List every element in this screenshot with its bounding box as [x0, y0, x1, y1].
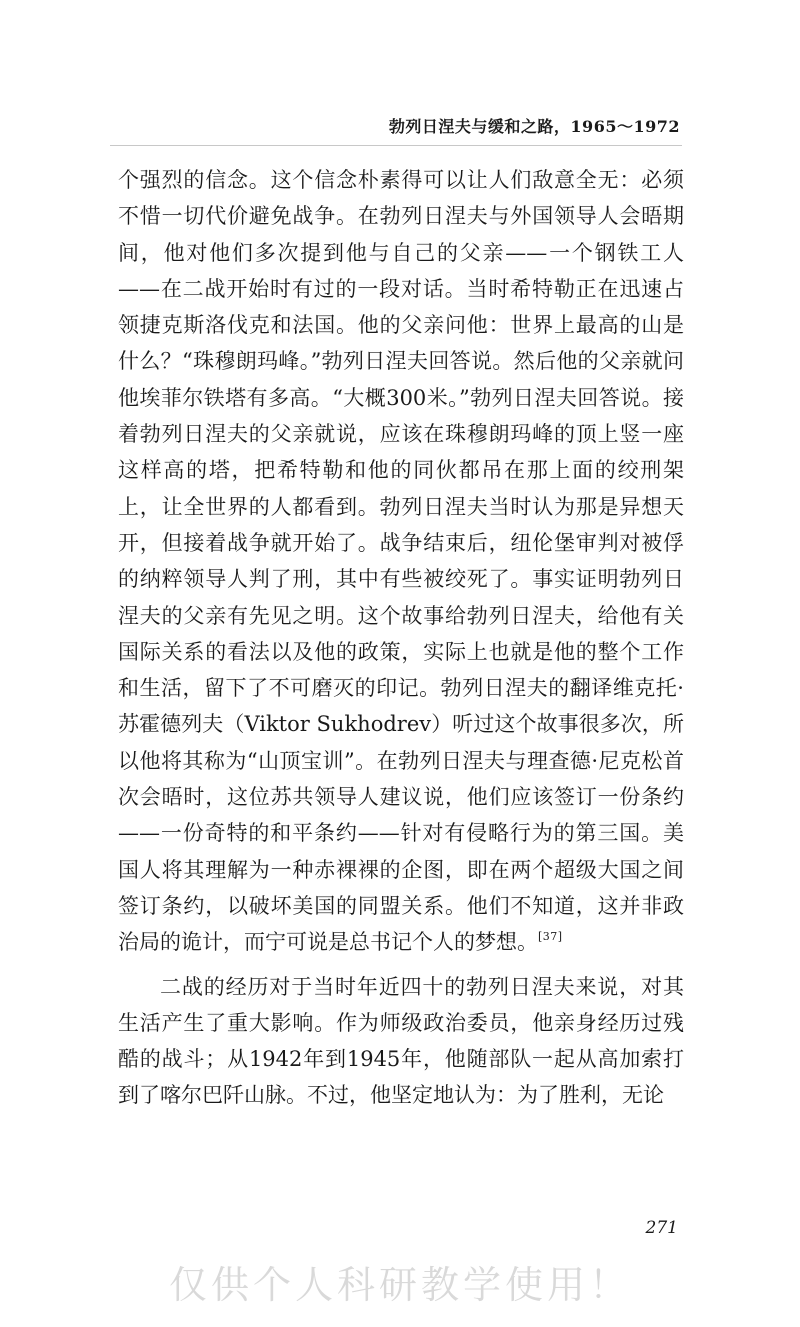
page-number: 271: [645, 1218, 678, 1238]
paragraph-text: 二战的经历对于当时年近四十的勃列日涅夫来说，对其生活产生了重大影响。作为师级政治委员，他亲身经历过残酷的战斗；从1942年到1945年，他随部队一起从高加索打到了喀尔巴阡山脉。不过，他坚定地认为：为了胜利，无论: [118, 974, 684, 1108]
paragraph: [118, 969, 684, 1114]
footnote-reference[interactable]: [37]: [538, 930, 563, 944]
watermark: 仅供个人科研教学使用！: [168, 1263, 631, 1307]
paragraph-text: 个强烈的信念。这个信念朴素得可以让人们敌意全无：必须不惜一切代价避免战争。在勃列日涅夫与外国领导人会晤期间，他对他们多次提到他与自己的父亲——一个钢铁工人——在二战开始时有过的一段对话。当时希特勒正在迅速占领捷克斯洛伐克和法国。他的父亲问他：世界上最高的山是什么？“珠穆朗玛峰。”勃列日涅夫回答说。然后他的父亲就问他埃菲尔铁塔有多高。“大概300米。”勃列日涅夫回答说。接着勃列日涅夫的父亲就说，应该在珠穆朗玛峰的顶上竖一座这样高的塔，把希特勒和他的同伙都吊在那上面的绞刑架上，让全世界的人都看到。勃列日涅夫当时认为那是异想天开，但接着战争就开始了。战争结束后，纽伦堡审判对被俘的纳粹领导人判了刑，其中有些被绞死了。事实证明勃列日涅夫的父亲有先见之明。这个故事给勃列日涅夫，给他有关国际关系的看法以及他的政策，实际上也就是他的整个工作和生活，留下了不可磨灭的印记。勃列日涅夫的翻译维克托·苏霍德列夫（Viktor Sukhodrev）听过这个故事很多次，所以他将其称为“山顶宝训”。在勃列日涅夫与理查德·尼克松首次会晤时，这位苏共领导人建议说，他们应该签订一份条约——一份奇特的和平条约——针对有侵略行为的第三国。美国人将其理解为一种赤裸裸的企图，即在两个超级大国之间签订条约，以破坏美国的同盟关系。他们不知道，这并非政治局的诡计，而宁可说是总书记个人的梦想。: [118, 168, 684, 955]
paragraph: [118, 162, 684, 961]
header-divider: [110, 145, 682, 146]
body-text: [118, 162, 684, 1114]
running-header: 勃列日涅夫与缓和之路，1965～1972: [388, 117, 680, 136]
